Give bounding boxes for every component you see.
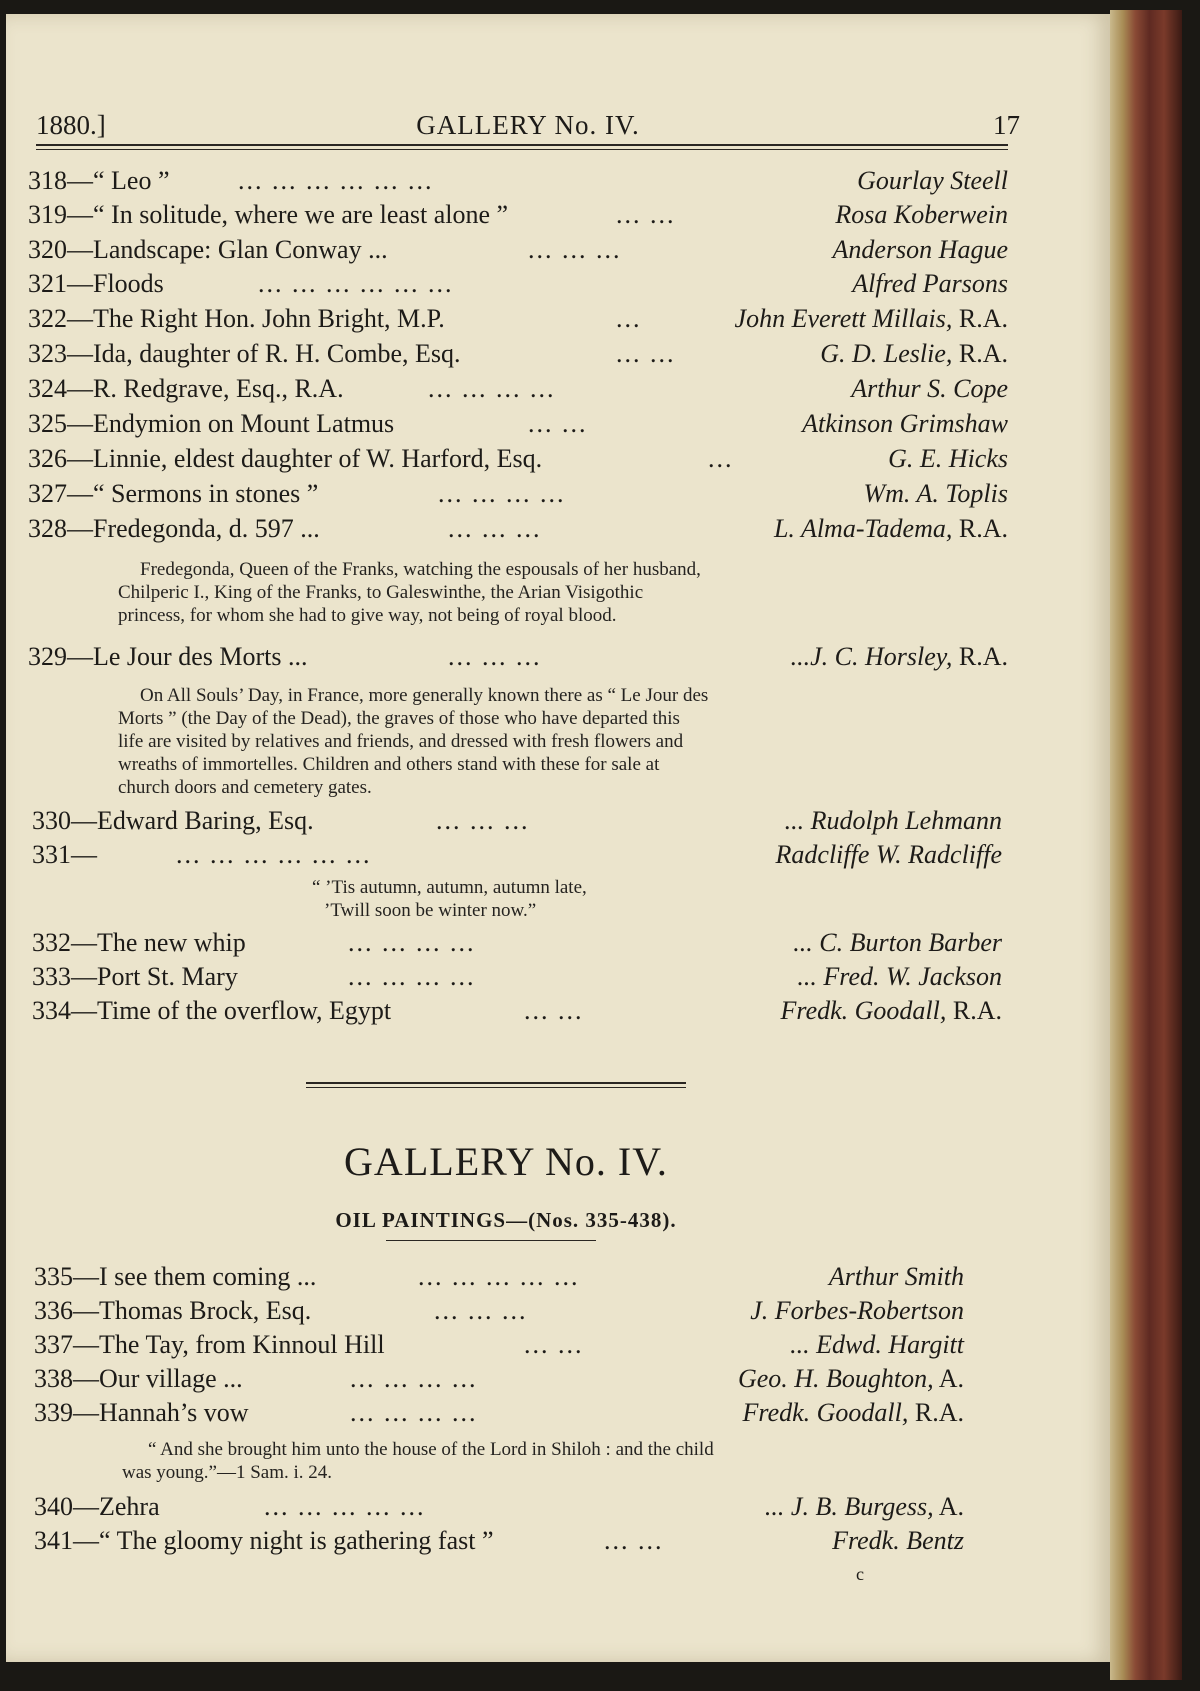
catalogue-entry: 338—Our village ... ... ... ... ... Geo. H. Boughton, A.	[34, 1364, 964, 1393]
catalogue-entry: 336—Thomas Brock, Esq. ... ... ... J. Forbes-Robertson	[34, 1296, 964, 1325]
catalogue-entry: 335—I see them coming ... ... ... ... ... ... Arthur Smith	[34, 1262, 964, 1291]
catalogue-entry: 325—Endymion on Mount Latmus ... ... Atkinson Grimshaw	[28, 409, 1008, 438]
catalogue-entry: 319—“ In solitude, where we are least alone ” ... ... Rosa Koberwein	[28, 200, 1008, 229]
catalogue-entry: 327—“ Sermons in stones ” ... ... ... ... Wm. A. Toplis	[28, 479, 1008, 508]
catalogue-entry: 324—R. Redgrave, Esq., R.A. ... ... ... ... Arthur S. Cope	[28, 374, 1008, 403]
catalogue-entry: 326—Linnie, eldest daughter of W. Harford, Esq. ... G. E. Hicks	[28, 444, 1008, 473]
catalogue-entry: 322—The Right Hon. John Bright, M.P. ... John Everett Millais, R.A.	[28, 304, 1008, 333]
catalogue-entry: 340—Zehra ... ... ... ... ... ... J. B. Burgess, A.	[34, 1492, 964, 1521]
catalogue-entry: 323—Ida, daughter of R. H. Combe, Esq. ... ... G. D. Leslie, R.A.	[28, 339, 1008, 368]
catalogue-entry: 331— ... ... ... ... ... ... Radcliffe W. Radcliffe	[32, 840, 1002, 869]
catalogue-page	[6, 14, 1110, 1662]
catalogue-entry: 333—Port St. Mary ... ... ... ... ... Fred. W. Jackson	[32, 962, 1002, 991]
header-year: 1880.]	[36, 110, 106, 140]
catalogue-entry: 320—Landscape: Glan Conway ... ... ... ... Anderson Hague	[28, 235, 1008, 264]
header-rule	[36, 144, 1008, 150]
catalogue-entry: 334—Time of the overflow, Egypt ... ... Fredk. Goodall, R.A.	[32, 996, 1002, 1025]
signature-mark: c	[856, 1564, 864, 1584]
catalogue-entry: 318—“ Leo ” ... ... ... ... ... ... Gourlay Steell	[28, 166, 1008, 195]
entry-note: Fredegonda, Queen of the Franks, watching the espousals of her husband, Chilperic I., King of the Franks, to Galeswinthe, the Arian Visigothic princess, for whom she had to give way, not being of royal blood.	[118, 559, 701, 626]
catalogue-entry: 332—The new whip ... ... ... ... ... C. Burton Barber	[32, 928, 1002, 957]
entry-note: “ And she brought him unto the house of the Lord in Shiloh : and the child was young.”—1 Sam. i. 24.	[122, 1439, 714, 1483]
catalogue-entry: 329—Le Jour des Morts ... ... ... ... ...J. C. Horsley, R.A.	[28, 642, 1008, 671]
book-spine-edge	[1110, 10, 1182, 1680]
catalogue-entry: 328—Fredegonda, d. 597 ... ... ... ... L. Alma-Tadema, R.A.	[28, 514, 1008, 543]
entry-note: On All Souls’ Day, in France, more generally known there as “ Le Jour des Morts ” (the Day of the Dead), the graves of those who have departed this life are visited by relatives and friends, and dressed with fresh flowers and wreaths of immortelles. Children and others stand with these for sale at church doors and cemetery gates.	[118, 685, 709, 798]
catalogue-entry: 321—Floods ... ... ... ... ... ... Alfred Parsons	[28, 269, 1008, 298]
catalogue-entry: 330—Edward Baring, Esq. ... ... ... ... Rudolph Lehmann	[32, 806, 1002, 835]
catalogue-entry: 339—Hannah’s vow ... ... ... ... Fredk. Goodall, R.A.	[34, 1398, 964, 1427]
section-divider	[306, 1082, 686, 1088]
subtitle-rule	[386, 1240, 596, 1241]
catalogue-entry: 337—The Tay, from Kinnoul Hill ... ... ... Edwd. Hargitt	[34, 1330, 964, 1359]
section-title: GALLERY No. IV.	[344, 1139, 668, 1184]
catalogue-entry: 341—“ The gloomy night is gathering fast ” ... ... Fredk. Bentz	[34, 1526, 964, 1555]
page-number: 17	[993, 110, 1020, 140]
poem-quote: “ ’Tis autumn, autumn, autumn late, ’Twill soon be winter now.”	[312, 877, 587, 921]
header-title: GALLERY No. IV.	[416, 110, 640, 140]
section-subtitle: OIL PAINTINGS—(Nos. 335-438).	[335, 1208, 677, 1232]
